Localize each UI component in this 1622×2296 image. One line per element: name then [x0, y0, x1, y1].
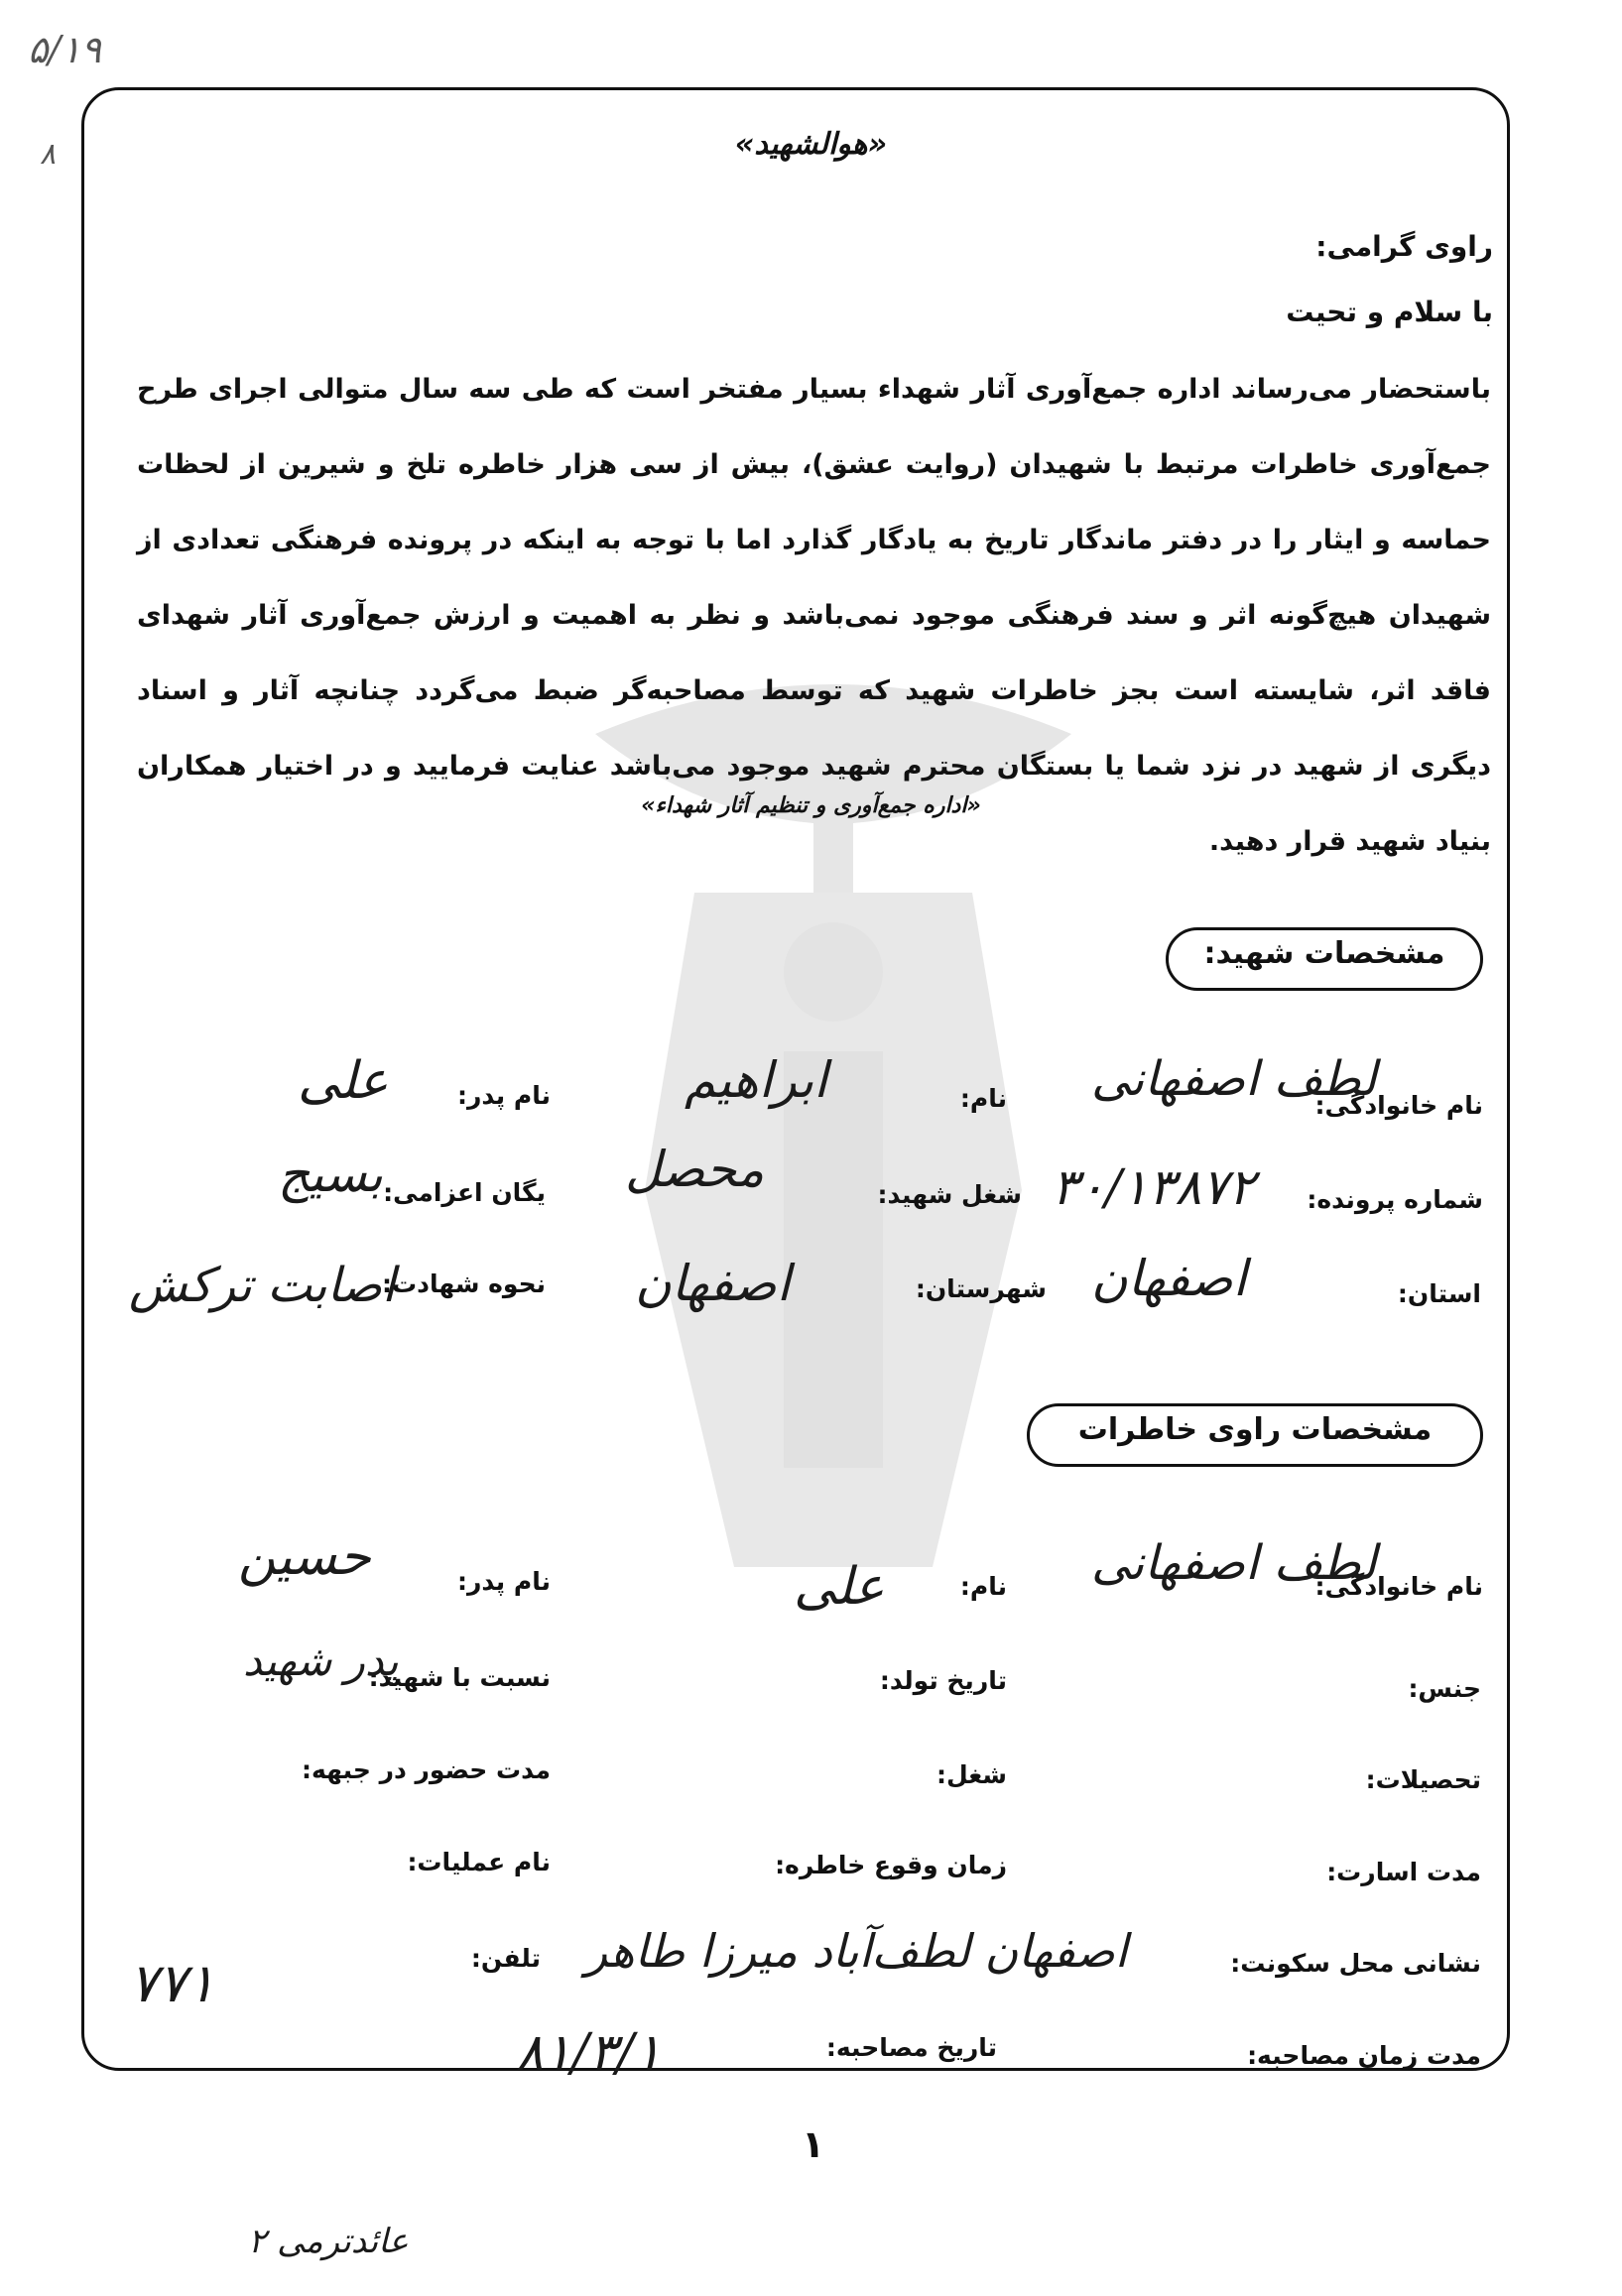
- interview-date-value: ۸۱/۳/۱: [516, 2023, 662, 2083]
- birth-date-label: تاریخ تولد:: [879, 1666, 1007, 1695]
- relation-label: نسبت با شهید:: [368, 1663, 551, 1692]
- operation-name-label: نام عملیات:: [407, 1848, 551, 1876]
- narrator-occupation-label: شغل:: [936, 1760, 1007, 1789]
- file-number-label: شماره پرونده:: [1307, 1185, 1483, 1214]
- city-value: اصفهان: [635, 1255, 791, 1312]
- martyr-occupation-value: محصل: [625, 1141, 765, 1198]
- gender-label: جنس:: [1408, 1674, 1481, 1703]
- city-label: شهرستان:: [915, 1274, 1047, 1303]
- margin-note-left: ۸: [40, 137, 57, 172]
- margin-note-top-left: ۵/۱۹: [28, 28, 102, 71]
- side-number: ۷۷۱: [129, 1952, 216, 2014]
- narrator-father-name-value: حسین: [238, 1527, 371, 1587]
- greeting: با سلام و تحیت: [1286, 296, 1493, 328]
- martyr-name-label: نام:: [959, 1084, 1007, 1113]
- interview-duration-label: مدت زمان مصاحبه:: [1247, 2041, 1481, 2070]
- relation-value: پدر شهید: [243, 1636, 399, 1685]
- martyr-family-name-label: نام خانوادگی:: [1314, 1091, 1483, 1120]
- deployment-unit-label: یگان اعزامی:: [383, 1178, 546, 1207]
- narrator-father-name-label: نام پدر:: [456, 1567, 551, 1596]
- memory-time-label: زمان وقوع خاطره:: [775, 1851, 1007, 1879]
- province-value: اصفهان: [1091, 1250, 1247, 1307]
- file-number-value: ۳۰/۱۳۸۷۲: [1052, 1158, 1255, 1216]
- martyr-name-value: ابراهیم: [685, 1051, 828, 1109]
- martyrdom-manner-value: اصابت ترکش: [129, 1258, 396, 1313]
- salutation: راوی گرامی:: [1315, 230, 1493, 263]
- letter-body: باستحضار می‌رساند اداره جمع‌آوری آثار شهداء بسیار مفتخر است که طی سه سال متوالی اجرای طرح جمع‌آوری خاطرات مرتبط با شهیدان (روایت عشق)، بیش از سی هزار خاطره تلخ و شیرین از لحظات حماسه و ایثار را در دفتر ماندگار تاریخ به یادگار گذارد اما با توجه به اینکه در پرونده فرهنگی تعدادی از شهیدان هیچ‌گونه اثر و سند فرهنگی موجود نمی‌باشد و نظر به اهمیت و ارزش جمع‌آوری آثار شهدای فاقد اثر، شایسته است بجز خاطرات شهید که توسط مصاحبه‌گر ضبط می‌گردد چنانچه آثار و اسناد دیگری از شهید در نزد شما یا بستگان محترم شهید موجود می‌باشد عنایت فرمایید و در اختیار همکاران بنیاد شهید قرار دهید.: [137, 374, 1491, 857]
- martyr-occupation-label: شغل شهید:: [877, 1180, 1022, 1209]
- narrator-name-label: نام:: [959, 1572, 1007, 1601]
- narrator-section-heading: مشخصات راوی خاطرات: [1027, 1403, 1483, 1467]
- martyr-family-name-value: لطف اصفهانی: [1091, 1051, 1377, 1107]
- martyr-father-name-value: علی: [298, 1051, 389, 1111]
- bottom-handwritten-note: عائدترمی ۲: [248, 2222, 409, 2261]
- deployment-unit-value: بسیج: [278, 1146, 383, 1203]
- narrator-family-name-value: لطف اصفهانی: [1091, 1535, 1377, 1591]
- martyr-father-name-label: نام پدر:: [456, 1081, 551, 1110]
- address-label: نشانی محل سکونت:: [1230, 1949, 1481, 1978]
- address-value: اصفهان لطف‌آباد میرزا طاهر: [585, 1924, 1128, 1978]
- narrator-family-name-label: نام خانوادگی:: [1314, 1572, 1483, 1601]
- narrator-name-value: علی: [794, 1557, 885, 1617]
- interview-date-label: تاریخ مصاحبه:: [825, 2033, 997, 2062]
- captivity-label: مدت اسارت:: [1326, 1858, 1481, 1886]
- office-signature: «اداره جمع‌آوری و تنظیم آثار شهداء»: [641, 793, 981, 818]
- document-title: «هوالشهید»: [734, 127, 888, 162]
- education-label: تحصیلات:: [1365, 1765, 1481, 1794]
- province-label: استان:: [1397, 1279, 1481, 1308]
- phone-label: تلفن:: [470, 1944, 541, 1973]
- front-duration-label: مدت حضور در جبهه:: [302, 1755, 551, 1784]
- martyrdom-manner-label: نحوه شهادت:: [382, 1269, 546, 1298]
- page-number: ۱: [802, 2122, 825, 2166]
- martyr-section-heading: مشخصات شهید:: [1166, 927, 1483, 991]
